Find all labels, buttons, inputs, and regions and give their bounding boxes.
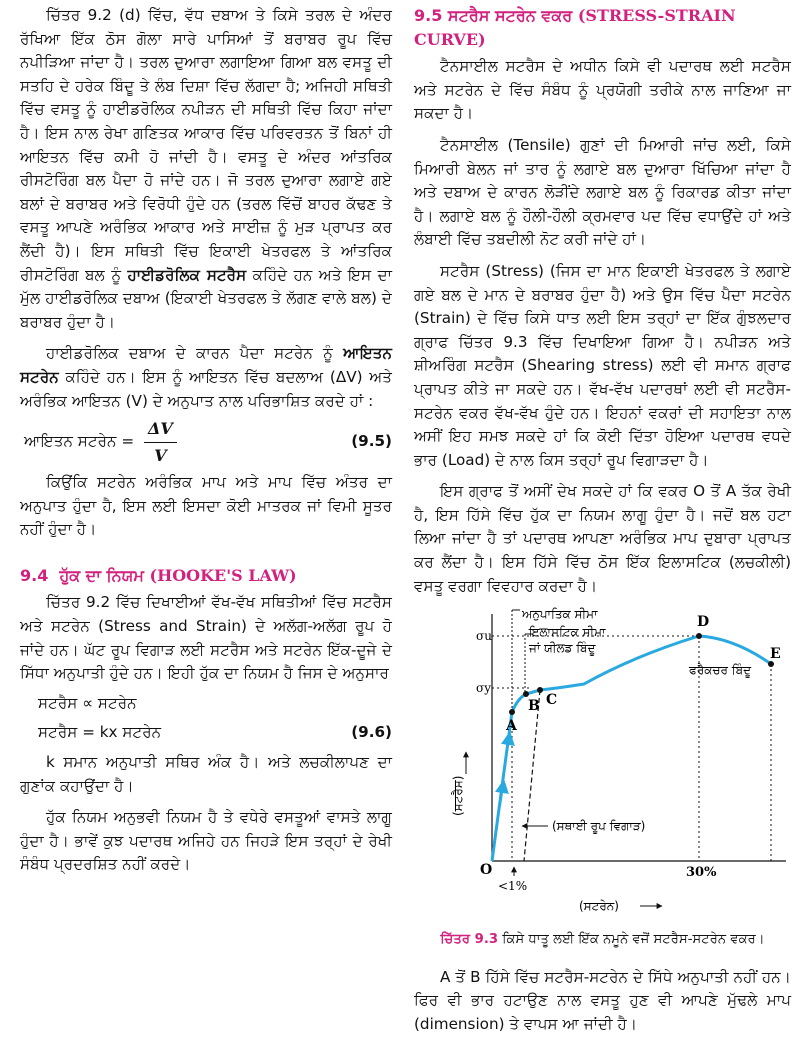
- x-tick-one-percent: <1%: [498, 879, 528, 894]
- section-number: 9.5: [414, 6, 443, 25]
- bold-term: ਆਇਤਨ ਸਟਰੇਨ: [20, 344, 392, 386]
- section-title: ਹੁੱਕ ਦਾ ਨਿਯਮ: [59, 565, 144, 585]
- left-column: [20, 4, 392, 877]
- numerator: ΔV: [144, 417, 177, 443]
- label-fracture-point: ਫਰੈਕਚਰ ਬਿੰਦੂ: [689, 663, 752, 678]
- paragraph-hookes-law: ਚਿੱਤਰ 9.2 ਵਿੱਚ ਦਿਖਾਈਆਂ ਵੱਖ-ਵੱਖ ਸਥਿਤੀਆਂ ਵਿੱਚ ਸਟਰੈਸ ਅਤੇ ਸਟਰੇਨ (Stress and Strain) ਦੇ ਅਲੱਗ-ਅਲੱਗ ਰੂਪ ਹੋ ਜਾਂਦੇ ਹਨ। ਘੱਟ ਰੂਪ ਵਿਗਾੜ ਲਈ ਸਟਰੈਸ ਅਤੇ ਸਟਰੇਨ ਇੱਕ-ਦੂਜੇ ਦੇ ਸਿੱਧਾ ਅਨੁਪਾਤੀ ਹੁੰਦੇ ਹਨ। ਇਹੀ ਹੁੱਕ ਦਾ ਨਿਯਮ ਹੈ ਜਿਸ ਦੇ ਅਨੁਸਾਰ: [20, 593, 392, 683]
- paragraph-tensile-intro: ਟੈਨਸਾਈਲ ਸਟਰੈਸ ਦੇ ਅਧੀਨ ਕਿਸੇ ਵੀ ਪਦਾਰਥ ਲਈ ਸਟਰੈਸ ਅਤੇ ਸਟਰੇਨ ਦੇ ਵਿੱਚ ਸੰਬੰਧ ਨੂੰ ਪ੍ਰਯੋਗੀ ਤਰੀਕੇ ਨਾਲ ਜਾਣਿਆ ਜਾ ਸਕਦਾ ਹੈ।: [414, 57, 791, 123]
- text: ਚਿੱਤਰ 9.2 (d) ਵਿੱਚ, ਵੱਧ ਦਬਾਅ ਤੇ ਕਿਸੇ ਤਰਲ ਦੇ ਅੰਦਰ ਰੱਖਿਆ ਇੱਕ ਠੋਸ ਗੋਲਾ ਸਾਰੇ ਪਾਸਿਆਂ ਤੋਂ ਬਰਾਬਰ ਰੂਪ ਵਿੱਚ ਨਪੀੜਿਆ ਜਾਂਦਾ ਹੈ। ਤਰਲ ਦੁਆਰਾ ਲਗਾਇਆ ਗਿਆ ਬਲ ਵਸਤੂ ਦੀ ਸਤਹਿ ਦੇ ਹਰੇਕ ਬਿੰਦੂ ਤੇ ਲੰਬ ਦਿਸ਼ਾ ਵਿੱਚ ਲੱਗਦਾ ਹੈ; ਅਜਿਹੀ ਸਥਿਤੀ ਵਿੱਚ ਵਸਤੂ ਨੂੰ ਹਾਈਡਰੋਲਿਕ ਨਪੀੜਨ ਦੀ ਸਥਿਤੀ ਵਿੱਚ ਕਿਹਾ ਜਾਂਦਾ ਹੈ। ਇਸ ਨਾਲ ਰੇਖਾ ਗਣਿਤਕ ਆਕਾਰ ਵਿੱਚ ਪਰਿਵਰਤਨ ਤੋਂ ਬਿਨਾਂ ਹੀ ਆਇਤਨ ਵਿੱਚ ਕਮੀ ਹੋ ਜਾਂਦੀ ਹੈ। ਵਸਤੂ ਦੇ ਅੰਦਰ ਆਂਤਰਿਕ ਰੀਸਟੋਰਿੰਗ ਬਲ ਪੈਦਾ ਹੋ ਜਾਂਦੇ ਹਨ। ਜੋ ਤਰਲ ਦੁਆਰਾ ਲਗਾਏ ਗਏ ਬਲਾਂ ਦੇ ਬਰਾਬਰ ਅਤੇ ਵਿਰੋਧੀ ਹੁੰਦੇ ਹਨ (ਤਰਲ ਵਿੱਚੋਂ ਬਾਹਰ ਕੱਢਣ ਤੇ ਵਸਤੂ ਆਪਣੇ ਅਰੰਭਿਕ ਆਕਾਰ ਅਤੇ ਸਾਈਜ਼ ਨੂੰ ਮੁੜ ਪ੍ਰਾਪਤ ਕਰ ਲੈਂਦੀ ਹੈ)। ਇਸ ਸਥਿਤੀ ਵਿੱਚ ਇਕਾਈ ਖੇਤਰਫਲ ਤੇ ਆਂਤਰਿਕ ਰੀਸਟੋਰਿੰਗ ਬਲ ਨੂੰ: [20, 6, 392, 284]
- equation-number: (9.6): [351, 723, 392, 742]
- unload-line: [524, 690, 540, 861]
- section-title-english: (STRESS-STRAIN CURVE): [414, 6, 736, 49]
- label-e: E: [770, 646, 781, 663]
- tick-sigma-y: σy: [476, 681, 491, 696]
- paragraph-stress-strain-graph: ਸਟਰੈਸ (Stress) (ਜਿਸ ਦਾ ਮਾਨ ਇਕਾਈ ਖੇਤਰਫਲ ਤੇ ਲਗਾਏ ਗਏ ਬਲ ਦੇ ਮਾਨ ਦੇ ਬਰਾਬਰ ਹੁੰਦਾ ਹੈ) ਅਤੇ ਉਸ ਵਿੱਚ ਪੈਦਾ ਸਟਰੇਨ (Strain) ਦੇ ਵਿੱਚ ਕਿਸੇ ਧਾਤ ਲਈ ਇਸ ਤਰ੍ਹਾਂ ਦਾ ਇੱਕ ਗੁੰਝਲਦਾਰ ਗ੍ਰਾਫ ਚਿੱਤਰ 9.3 ਵਿੱਚ ਦਿਖਾਇਆ ਗਿਆ ਹੈ। ਨਪੀੜਨ ਅਤੇ ਸ਼ੀਅਰਿੰਗ ਸਟਰੈਸ (Shearing stress) ਲਈ ਵੀ ਸਮਾਨ ਗ੍ਰਾਫ ਪ੍ਰਾਪਤ ਕੀਤੇ ਜਾ ਸਕਦੇ ਹਨ। ਵੱਖ-ਵੱਖ ਪਦਾਰਥਾਂ ਲਈ ਵੀ ਸਟਰੈਸ-ਸਟਰੇਨ ਵਕਰ ਵੱਖ-ਵੱਖ ਹੁੰਦੇ ਹਨ। ਇਹਨਾਂ ਵਕਰਾਂ ਦੀ ਸਹਾਇਤਾ ਨਾਲ ਅਸੀਂ ਇਹ ਸਮਝ ਸਕਦੇ ਹਾਂ ਕਿ ਕੋਈ ਦਿੱਤਾ ਹੋਇਆ ਪਦਾਰਥ ਵਧਦੇ ਭਾਰ (Load) ਦੇ ਨਾਲ ਕਿਸ ਤਰ੍ਹਾਂ ਰੂਪ ਵਿਗਾੜਦਾ ਹੈ।: [414, 261, 791, 469]
- label-proportional-limit: ਅਨੁਪਾਤਿਕ ਸੀਮਾ: [522, 607, 598, 622]
- denominator: V: [154, 445, 167, 465]
- label-elastic-limit: ਇਲਾਸਟਿਕ ਸੀਮਾ: [529, 625, 606, 640]
- paragraph-tensile-test: ਟੈਨਸਾਈਲ (Tensile) ਗੁਣਾਂ ਦੀ ਮਿਆਰੀ ਜਾਂਚ ਲਈ, ਕਿਸੇ ਮਿਆਰੀ ਬੇਲਨ ਜਾਂ ਤਾਰ ਨੂੰ ਲਗਾਏ ਬਲ ਦੁਆਰਾ ਖਿੱਚਿਆ ਜਾਂਦਾ ਹੈ ਅਤੇ ਦਬਾਅ ਦੇ ਕਾਰਨ ਲੋੜੀਂਦੇ ਲਗਾਏ ਬਲ ਨੂੰ ਰਿਕਾਰਡ ਕੀਤਾ ਜਾਂਦਾ ਹੈ। ਲਗਾਏ ਬਲ ਨੂੰ ਹੌਲੀ-ਹੌਲੀ ਕ੍ਰਮਵਾਰ ਪਦ ਵਿੱਚ ਵਧਾਉਂਦੇ ਹਾਂ ਅਤੇ ਲੰਬਾਈ ਵਿੱਚ ਤਬਦੀਲੀ ਨੋਟ ਕਰੀ ਜਾਂਦੇ ਹਾਂ।: [414, 135, 791, 249]
- equation-label: ਆਇਤਨ ਸਟਰੇਨ =: [24, 432, 135, 451]
- text: ਕਹਿੰਦੇ ਹਨ। ਇਸ ਨੂੰ ਆਇਤਨ ਵਿੱਚ ਬਦਲਾਅ (ΔV) ਅਤੇ ਅਰੰਭਿਕ ਆਇਤਨ (V) ਦੇ ਅਨੁਪਾਤ ਨਾਲ ਪਰਿਭਾਸ਼ਿਤ ਕਰਦੇ ਹਾਂ :: [20, 367, 392, 410]
- paragraph-empirical-law: ਹੁੱਕ ਨਿਯਮ ਅਨੁਭਵੀ ਨਿਯਮ ਹੈ ਤੇ ਵਧੇਰੇ ਵਸਤੂਆਂ ਵਾਸਤੇ ਲਾਗੂ ਹੁੰਦਾ ਹੈ। ਭਾਵੇਂ ਕੁਝ ਪਦਾਰਥ ਅਜਿਹੇ ਹਨ ਜਿਹੜੇ ਇਸ ਤਰ੍ਹਾਂ ਦੇ ਰੇਖੀ ਸੰਬੰਧ ਪ੍ਰਦਰਸ਼ਿਤ ਨਹੀਂ ਕਰਦੇ।: [20, 808, 392, 874]
- label-permanent-set: (ਸਥਾਈ ਰੂਪ ਵਿਗਾੜ): [552, 819, 646, 834]
- paragraph-dimensionless: ਕਿਉਂਕਿ ਸਟਰੇਨ ਅਰੰਭਿਕ ਮਾਪ ਅਤੇ ਮਾਪ ਵਿੱਚ ਅੰਤਰ ਦਾ ਅਨੁਪਾਤ ਹੁੰਦਾ ਹੈ, ਇਸ ਲਈ ਇਸਦਾ ਕੋਈ ਮਾਤਰਕ ਜਾਂ ਵਿਮੀ ਸੂਤਰ ਨਹੀਂ ਹੁੰਦਾ ਹੈ।: [20, 473, 392, 539]
- section-title-english: (HOOKE'S LAW): [149, 565, 297, 585]
- figure-caption: [414, 928, 791, 952]
- point-c: [537, 687, 543, 693]
- paragraph-linear-region: ਇਸ ਗ੍ਰਾਫ ਤੋਂ ਅਸੀਂ ਦੇਖ ਸਕਦੇ ਹਾਂ ਕਿ ਵਕਰ O ਤੋਂ A ਤੱਕ ਰੇਖੀ ਹੈ, ਇਸ ਹਿੱਸੇ ਵਿੱਚ ਹੁੱਕ ਦਾ ਨਿਯਮ ਲਾਗੂ ਹੁੰਦਾ ਹੈ। ਜਦੋਂ ਬਲ ਹਟਾ ਲਿਆ ਜਾਂਦਾ ਹੈ ਤਾਂ ਪਦਾਰਥ ਆਪਣਾ ਅਰੰਭਿਕ ਮਾਪ ਦੁਬਾਰਾ ਪ੍ਰਾਪਤ ਕਰ ਲੈਂਦਾ ਹੈ। ਇਸ ਹਿੱਸੇ ਵਿੱਚ ਠੋਸ ਇੱਕ ਇਲਾਸਟਿਕ (ਲਚਕੀਲੀ) ਵਸਤੂ ਵਰਗਾ ਵਿਵਹਾਰ ਕਰਦਾ ਹੈ।: [414, 482, 791, 595]
- bold-term: ਹਾਈਡਰੋਲਿਕ ਸਟਰੈਸ: [127, 265, 247, 284]
- section-number: 9.4: [20, 565, 49, 585]
- equation-number: (9.5): [351, 432, 392, 451]
- paragraph-hydraulic: [20, 4, 392, 334]
- point-d: [696, 633, 702, 639]
- stress-strain-figure: [414, 606, 791, 926]
- label-b: B: [528, 698, 540, 715]
- paragraph-volume-strain: [20, 342, 392, 413]
- equation-text: ਸਟਰੈਸ ∝ ਸਟਰੇਨ: [38, 693, 137, 712]
- right-column: [414, 4, 791, 1037]
- caption-number: ਚਿੱਤਰ 9.3: [440, 932, 499, 948]
- section-heading-9-5: [414, 4, 791, 51]
- paragraph-constant-k: k ਸਮਾਨ ਅਨੁਪਾਤੀ ਸਥਿਰ ਅੰਕ ਹੈ। ਅਤੇ ਲਚਕੀਲਾਪਣ ਦਾ ਗੁਣਾਂਕ ਕਹਾਉਂਦਾ ਹੈ।: [20, 753, 392, 795]
- label-c: C: [546, 692, 558, 709]
- equation-9-6: [20, 721, 392, 745]
- section-heading-9-4: [20, 564, 392, 588]
- stress-strain-graph: [414, 606, 791, 926]
- label-yield-point: ਜਾਂ ਯੀਲਡ ਬਿੰਦੂ: [529, 641, 596, 656]
- equation-9-5: [20, 413, 392, 471]
- text: ਕਹਿੰਦੇ ਹਨ ਅਤੇ ਇਸ ਦਾ ਮੁੱਲ ਹਾਈਡਰੋਲਿਕ ਦਬਾਅ (ਇਕਾਈ ਖੇਤਰਫਲ ਤੇ ਲੱਗਣ ਵਾਲੇ ਬਲ) ਦੇ ਬਰਾਬਰ ਹੁੰਦਾ ਹੈ।: [20, 265, 392, 331]
- equation-proportional: [20, 692, 392, 716]
- fraction: [144, 417, 177, 467]
- x-axis-label: (ਸਟਰੇਨ): [579, 899, 619, 914]
- label-d: D: [697, 614, 710, 631]
- y-axis-label: (ਸਟਰੈਸ): [451, 775, 465, 817]
- section-title: ਸਟਰੈਸ ਸਟਰੇਨ ਵਕਰ: [447, 6, 573, 25]
- equation-text: ਸਟਰੈਸ = kx ਸਟਰੇਨ: [38, 723, 162, 742]
- label-a: A: [506, 718, 517, 735]
- tick-sigma-u: σu: [476, 629, 492, 644]
- label-o: O: [480, 862, 493, 879]
- text: ਹਾਈਡਰੋਲਿਕ ਦਬਾਅ ਦੇ ਕਾਰਨ ਪੈਦਾ ਸਟਰੇਨ ਨੂੰ: [46, 344, 333, 363]
- paragraph-a-to-b: A ਤੋਂ B ਹਿੱਸੇ ਵਿੱਚ ਸਟਰੈਸ-ਸਟਰੇਨ ਦੇ ਸਿੱਧੇ ਅਨੁਪਾਤੀ ਨਹੀਂ ਹਨ। ਫਿਰ ਵੀ ਭਾਰ ਹਟਾਉਣ ਨਾਲ ਵਸਤੂ ਹੁਣ ਵੀ ਆਪਣੇ ਮੁੱਢਲੇ ਮਾਪ (dimension) ਤੇ ਵਾਪਸ ਆ ਜਾਂਦੀ ਹੈ।: [414, 967, 791, 1034]
- x-tick-thirty-percent: 30%: [686, 865, 717, 881]
- point-b: [523, 691, 529, 697]
- caption-text: ਕਿਸੇ ਧਾਤੂ ਲਈ ਇੱਕ ਨਮੂਨੇ ਵਜੋਂ ਸਟਰੈਸ-ਸਟਰੇਨ ਵਕਰ।: [502, 932, 765, 948]
